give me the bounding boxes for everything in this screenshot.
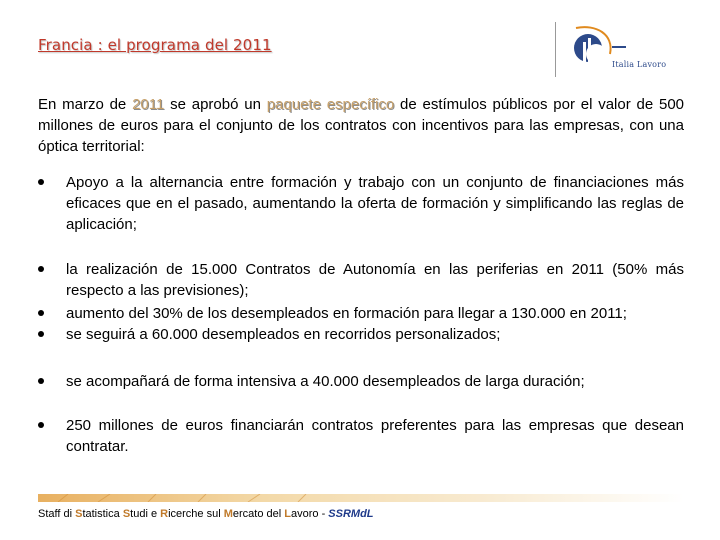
bullet-icon: [38, 422, 44, 428]
list-item: [38, 259, 684, 301]
footer-decorative-bar: [38, 494, 684, 502]
intro-paquete: paquete específico: [266, 96, 395, 113]
footer-ssrmdl: SSRMdL: [328, 508, 374, 520]
footer-text: icerche sul: [168, 508, 224, 520]
bullet-icon: [38, 179, 44, 185]
list-item-text: Apoyo a la alternancia entre formación y trabajo con un conjunto de financiaciones más eficaces que en el pasado, aumentando la oferta de formación y simplificando las reglas de aplicación;: [66, 174, 684, 233]
footer-text: ercato del: [232, 508, 285, 520]
list-item-text: aumento del 30% de los desempleados en formación para llegar a 130.000 en 2011;: [66, 305, 627, 322]
footer-accent: S: [122, 508, 131, 520]
list-item: [38, 324, 684, 345]
list-item-text: se acompañará de forma intensiva a 40.000 desempleados de larga duración;: [66, 373, 585, 390]
footer-accent: L: [284, 508, 291, 520]
italia-lavoro-logo: [566, 24, 676, 80]
bullet-icon: [38, 331, 44, 337]
list-item-text: se seguirá a 60.000 desempleados en recorridos personalizados;: [66, 326, 501, 343]
logo-text: Italia Lavoro: [612, 60, 667, 69]
bullet-icon: [38, 310, 44, 316]
footer-credit: [38, 508, 374, 520]
footer-text: tatistica: [82, 508, 123, 520]
list-item: [38, 303, 684, 324]
page-title: Francia : el programa del 2011: [38, 36, 272, 54]
footer-accent: M: [223, 508, 233, 520]
footer-accent: S: [75, 508, 83, 520]
intro-paragraph: [38, 94, 684, 157]
intro-part3: de estímulos públicos por el valor de 500 millones de euros para el conjunto de los contratos con incentivos para las empresas, con una óptica territorial:: [38, 96, 684, 155]
list-item-text: 250 millones de euros financiarán contratos preferentes para las empresas que desean contratar.: [66, 417, 684, 455]
list-item: [38, 415, 684, 457]
intro-year: 2011: [132, 96, 165, 113]
footer-text: avoro -: [291, 508, 329, 520]
header-divider: [555, 22, 556, 77]
bullet-icon: [38, 378, 44, 384]
intro-part2: se aprobó un: [164, 96, 267, 113]
footer-accent: R: [160, 508, 169, 520]
footer-text: Staff di: [38, 508, 76, 520]
list-item-text: la realización de 15.000 Contratos de Autonomía en las periferias en 2011 (50% más respecto a las previsiones);: [66, 261, 684, 299]
footer-text: tudi e: [130, 508, 161, 520]
list-item: [38, 371, 684, 392]
intro-part1: En marzo de: [38, 96, 133, 113]
bullet-icon: [38, 266, 44, 272]
list-item: [38, 172, 684, 235]
